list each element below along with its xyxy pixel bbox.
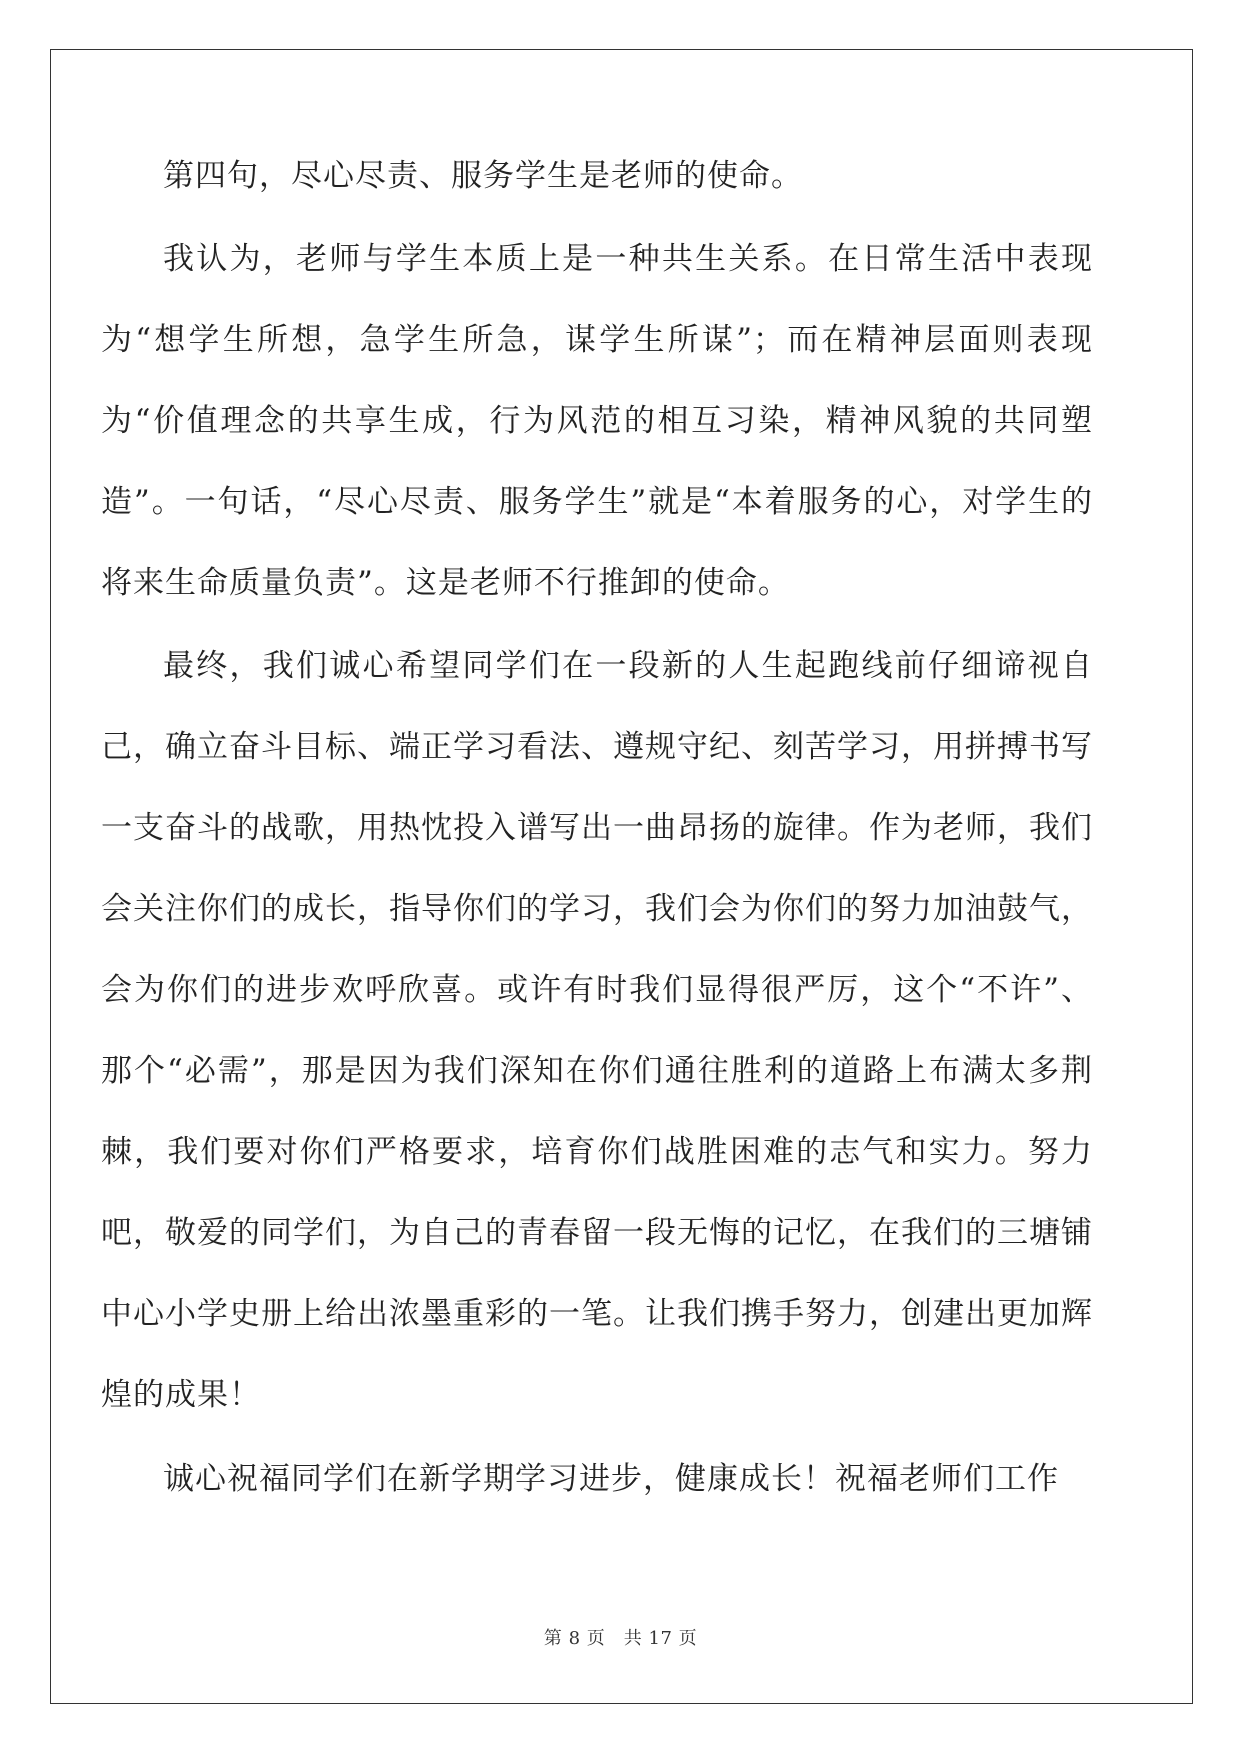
paragraph: 我认为，老师与学生本质上是一种共生关系。在日常生活中表现为“想学生所想，急学生所急，谋学生所谋”；而在精神层面则表现为“价值理念的共享生成，行为风范的相互习染，精神风貌的共同塑造”。一句话，“尽心尽责、服务学生”就是“本着服务的心，对学生的将来生命质量负责”。这是老师不行推卸的使命。 <box>101 241 1093 602</box>
page-number-footer: 第 8 页 共 17 页 <box>543 1628 698 1649</box>
paragraph: 第四句，尽心尽责、服务学生是老师的使命。 <box>163 158 803 194</box>
paragraph: 最终，我们诚心希望同学们在一段新的人生起跑线前仔细谛视自己，确立奋斗目标、端正学习看法、遵规守纪、刻苦学习，用拼搏书写一支奋斗的战歌，用热忱投入谱写出一曲昂扬的旋律。作为老师，我们会关注你们的成长，指导你们的学习，我们会为你们的努力加油鼓气，会为你们的进步欢呼欣喜。或许有时我们显得很严厉，这个“不许”、那个“必需”，那是因为我们深知在你们通往胜利的道路上布满太多荆棘，我们要对你们严格要求，培育你们战胜困难的志气和实力。努力吧，敬爱的同学们，为自己的青春留一段无悔的记忆，在我们的三塘铺中心小学史册上给出浓墨重彩的一笔。让我们携手努力，创建出更加辉煌的成果！ <box>101 648 1093 1414</box>
document-body <box>101 136 1093 1522</box>
paragraph: 诚心祝福同学们在新学期学习进步，健康成长！祝福老师们工作 <box>163 1460 1059 1497</box>
